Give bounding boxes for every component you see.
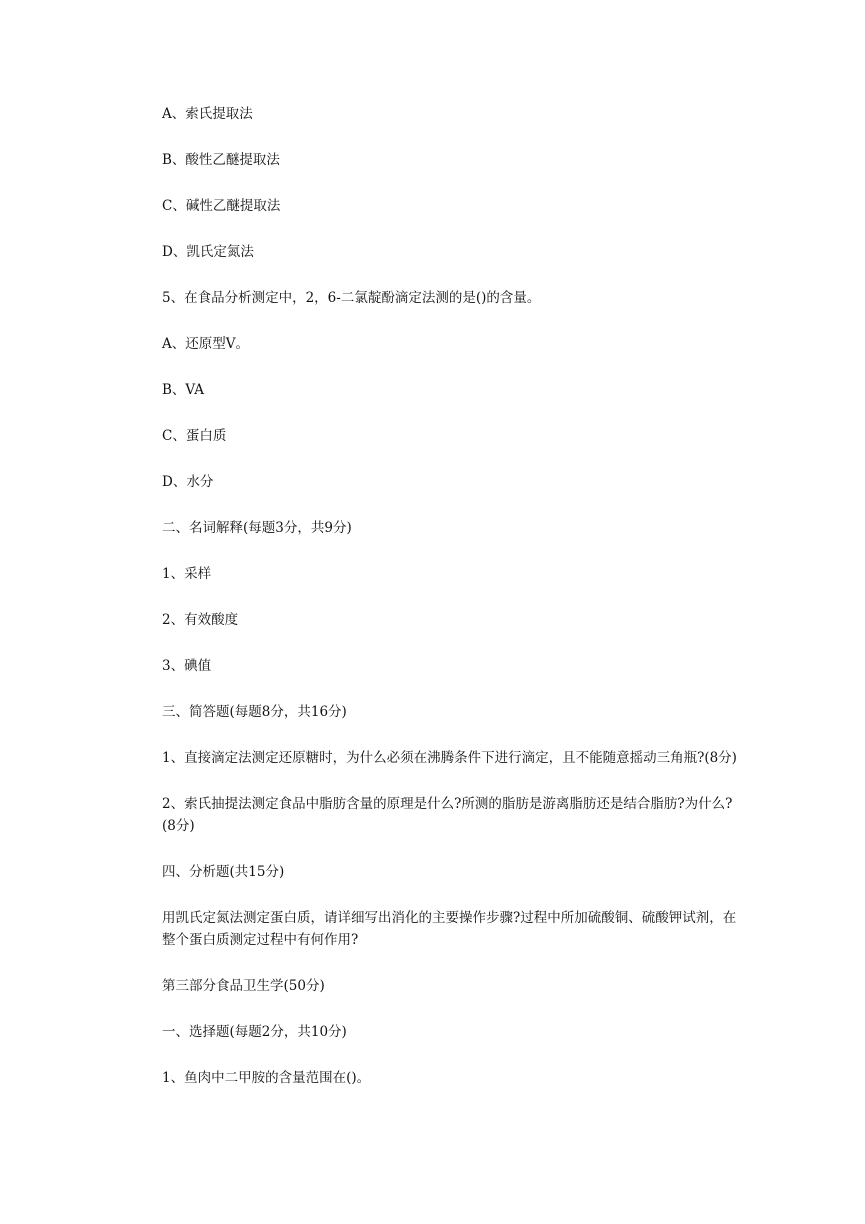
option-a-soxhlet: A、索氏提取法	[162, 106, 253, 122]
term-1: 1、采样	[162, 566, 212, 582]
q5-option-c: C、蛋白质	[162, 428, 227, 444]
section-choice: 一、选择题(每题2分，共10分)	[162, 1024, 347, 1040]
short-answer-2: 2、索氏抽提法测定食品中脂肪含量的原理是什么?所测的脂肪是游离脂肪还是结合脂肪?为什么?(8分)	[162, 796, 733, 834]
option-d-kjeldahl: D、凯氏定氮法	[162, 244, 254, 260]
term-2: 2、有效酸度	[162, 612, 239, 628]
q5-option-d: D、水分	[162, 474, 214, 490]
option-c-alkaline-ether: C、碱性乙醚提取法	[162, 198, 281, 214]
question-5: 5、在食品分析测定中，2，6-二氯靛酚滴定法测的是()的含量。	[162, 290, 541, 306]
short-answer-1: 1、直接滴定法测定还原糖时，为什么必须在沸腾条件下进行滴定，且不能随意摇动三角瓶?(8分)	[162, 750, 737, 766]
section-analysis: 四、分析题(共15分)	[162, 864, 285, 880]
q5-option-b: B、VA	[162, 382, 205, 398]
analysis-question: 用凯氏定氮法测定蛋白质，请详细写出消化的主要操作步骤?过程中所加硫酸铜、硫酸钾试剂，在整个蛋白质测定过程中有何作用?	[162, 910, 737, 948]
option-b-acid-ether: B、酸性乙醚提取法	[162, 152, 280, 168]
section-term-definitions: 二、名词解释(每题3分，共9分)	[162, 520, 352, 536]
part-three-heading: 第三部分食品卫生学(50分)	[162, 978, 325, 994]
section-short-answer: 三、简答题(每题8分，共16分)	[162, 704, 347, 720]
q5-option-a: A、还原型V。	[162, 336, 249, 352]
document-body	[0, 103, 865, 1113]
term-3: 3、碘值	[162, 658, 212, 674]
choice-question-1: 1、鱼肉中二甲胺的含量范围在()。	[162, 1070, 371, 1086]
